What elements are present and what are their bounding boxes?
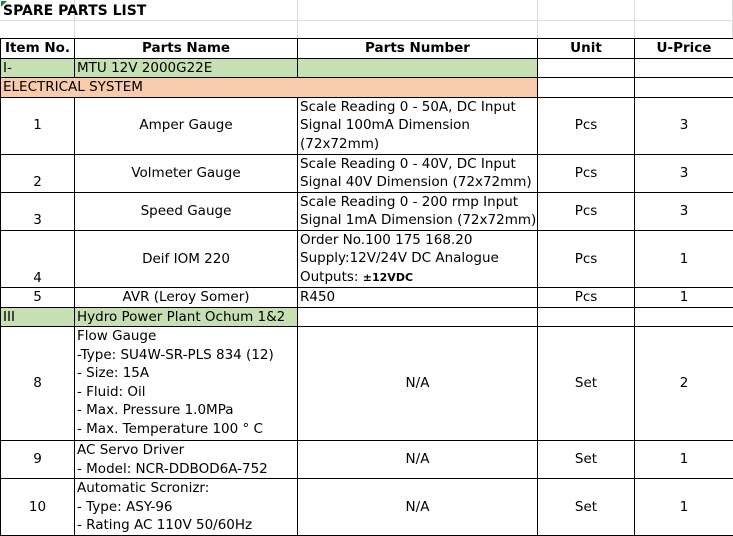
parts-name-line: - Model: NCR-DDBOD6A-752 <box>77 460 295 479</box>
item-no-cell[interactable]: 8 <box>1 327 75 441</box>
price-cell[interactable]: 1 <box>635 441 733 479</box>
parts-number-cell[interactable]: N/A <box>298 327 538 441</box>
item-no-cell[interactable]: 3 <box>1 192 75 230</box>
spare-parts-table <box>0 38 733 536</box>
item-no-cell[interactable]: 4 <box>1 230 75 288</box>
parts-name-cell[interactable]: Deif IOM 220 <box>75 230 298 288</box>
empty-cell[interactable] <box>635 58 733 78</box>
empty-cell[interactable] <box>538 307 635 327</box>
section-name-cell[interactable]: Hydro Power Plant Ochum 1&2 <box>75 307 298 327</box>
table-row <box>1 230 733 288</box>
parts-number-line: Signal 40V Dimension (72x72mm) <box>300 173 535 192</box>
parts-name-line: Flow Gauge <box>77 327 295 346</box>
section-row-mtu <box>1 58 733 78</box>
section-code-cell[interactable]: I- <box>1 58 75 78</box>
parts-number-line: Signal 100mA Dimension <box>300 116 535 135</box>
parts-name-cell[interactable] <box>75 479 298 536</box>
empty-cell[interactable] <box>635 307 733 327</box>
parts-name-line: - Type: ASY-96 <box>77 498 295 517</box>
outputs-value: ±12VDC <box>363 271 413 284</box>
item-no-cell[interactable]: 1 <box>1 97 75 154</box>
parts-number-line: Scale Reading 0 - 50A, DC Input <box>300 98 535 117</box>
parts-number-cell[interactable]: R450 <box>298 288 538 308</box>
section-empty-cell[interactable] <box>298 58 538 78</box>
header-parts-number[interactable]: Parts Number <box>298 39 538 59</box>
header-unit[interactable]: Unit <box>538 39 635 59</box>
parts-name-cell[interactable]: AVR (Leroy Somer) <box>75 288 298 308</box>
price-cell[interactable]: 2 <box>635 327 733 441</box>
sheet-title <box>0 0 733 22</box>
unit-cell[interactable]: Set <box>538 441 635 479</box>
table-row <box>1 288 733 308</box>
empty-cell[interactable] <box>538 78 635 98</box>
unit-cell[interactable]: Pcs <box>538 230 635 288</box>
parts-name-line: - Rating AC 110V 50/60Hz <box>77 516 295 535</box>
parts-name-line: - Size: 15A <box>77 364 295 383</box>
table-row <box>1 479 733 536</box>
parts-number-outputs <box>300 268 535 288</box>
parts-name-cell[interactable]: Volmeter Gauge <box>75 154 298 192</box>
parts-name-line: - Fluid: Oil <box>77 383 295 402</box>
parts-number-cell[interactable]: N/A <box>298 441 538 479</box>
unit-cell[interactable]: Set <box>538 327 635 441</box>
parts-number-line: Scale Reading 0 - 200 rmp Input <box>300 193 535 212</box>
parts-name-line: -Type: SU4W-SR-PLS 834 (12) <box>77 346 295 365</box>
outputs-label: Outputs: <box>300 269 358 285</box>
item-no-cell[interactable]: 9 <box>1 441 75 479</box>
empty-cell[interactable] <box>298 307 538 327</box>
price-cell[interactable]: 1 <box>635 288 733 308</box>
empty-cell[interactable] <box>538 58 635 78</box>
table-row <box>1 441 733 479</box>
price-cell[interactable]: 3 <box>635 192 733 230</box>
unit-cell[interactable]: Pcs <box>538 192 635 230</box>
item-no-cell[interactable]: 5 <box>1 288 75 308</box>
section-row-electrical <box>1 78 733 98</box>
parts-number-line: Supply:12V/24V DC Analogue <box>300 249 535 268</box>
parts-number-cell[interactable] <box>298 154 538 192</box>
parts-name-cell[interactable]: Speed Gauge <box>75 192 298 230</box>
header-u-price[interactable]: U-Price <box>635 39 733 59</box>
parts-name-cell[interactable] <box>75 441 298 479</box>
sheet-title-text: SPARE PARTS LIST <box>3 3 146 19</box>
unit-cell[interactable]: Set <box>538 479 635 536</box>
parts-number-cell[interactable] <box>298 230 538 288</box>
price-cell[interactable]: 3 <box>635 97 733 154</box>
header-item-no[interactable]: Item No. <box>1 39 75 59</box>
parts-number-line: Order No.100 175 168.20 <box>300 231 535 250</box>
parts-number-line: Scale Reading 0 - 40V, DC Input <box>300 155 535 174</box>
parts-name-line: AC Servo Driver <box>77 441 295 460</box>
price-cell[interactable]: 3 <box>635 154 733 192</box>
empty-cell[interactable] <box>635 78 733 98</box>
parts-number-line: (72x72mm) <box>300 135 535 154</box>
section-row-hydro <box>1 307 733 327</box>
unit-cell[interactable]: Pcs <box>538 97 635 154</box>
parts-number-cell[interactable] <box>298 97 538 154</box>
parts-name-line: - Max. Temperature 100 ° C <box>77 420 295 439</box>
parts-name-cell[interactable] <box>75 327 298 441</box>
parts-name-line: Automatic Scronizr: <box>77 479 295 498</box>
header-parts-name[interactable]: Parts Name <box>75 39 298 59</box>
section-code-cell[interactable]: III <box>1 307 75 327</box>
parts-number-cell[interactable] <box>298 192 538 230</box>
header-row <box>1 39 733 59</box>
parts-name-line: - Max. Pressure 1.0MPa <box>77 401 295 420</box>
table-row <box>1 97 733 154</box>
parts-name-cell[interactable]: Amper Gauge <box>75 97 298 154</box>
item-no-cell[interactable]: 2 <box>1 154 75 192</box>
table-row <box>1 327 733 441</box>
unit-cell[interactable]: Pcs <box>538 154 635 192</box>
table-row <box>1 192 733 230</box>
price-cell[interactable]: 1 <box>635 230 733 288</box>
section-name-cell[interactable]: MTU 12V 2000G22E <box>75 58 298 78</box>
unit-cell[interactable]: Pcs <box>538 288 635 308</box>
parts-number-line: Signal 1mA Dimension (72x72mm) <box>300 211 535 230</box>
item-no-cell[interactable]: 10 <box>1 479 75 536</box>
price-cell[interactable]: 1 <box>635 479 733 536</box>
table-row <box>1 154 733 192</box>
parts-number-cell[interactable]: N/A <box>298 479 538 536</box>
section-electrical-cell[interactable]: ELECTRICAL SYSTEM <box>1 78 538 98</box>
